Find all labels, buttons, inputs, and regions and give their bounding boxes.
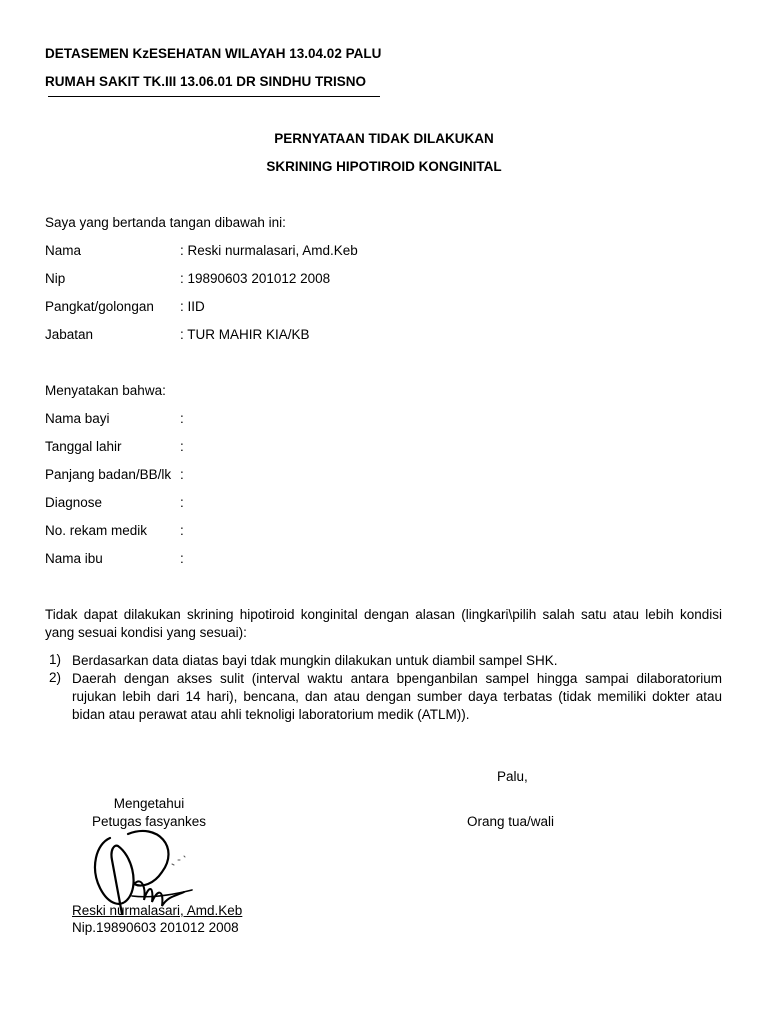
list-item-text: Berdasarkan data diatas bayi tdak mungkin dilakukan untuk diambil sampel SHK. (72, 653, 558, 668)
header-divider (48, 96, 380, 97)
field-value-nama-bayi: : (180, 411, 184, 426)
right-caption: Orang tua/wali (467, 814, 555, 829)
reason-paragraph: Tidak dapat dilakukan skrining hipotiroid konginital dengan alasan (lingkari\pilih salah satu atau lebih kondisi yang sesuai kondisi yang sesuai): (45, 607, 722, 640)
list-item-text: Daerah dengan akses sulit (interval waktu antara bpenganbilan sampel hingga sampai dilaboratorium rujukan lebih dari 14 hari), bencana, dan atau dengan sumber daya terbatas (tidak memiliki dokter atau bidan atau perawat atau ahli teknoligi laboratorium medik (ATLM)). (72, 671, 722, 722)
field-value-diagnose: : (180, 495, 184, 510)
field-label-nama: Nama (45, 243, 82, 258)
field-value-nama-ibu: : (180, 551, 184, 566)
statement-intro: Menyatakan bahwa: (45, 383, 166, 398)
field-label-diagnose: Diagnose (45, 495, 103, 510)
left-signer-name: Reski nurmalasari, Amd.Keb (72, 903, 243, 918)
field-value-nama: : Reski nurmalasari, Amd.Keb (180, 243, 358, 258)
place-text: Palu, (497, 769, 528, 784)
field-label-panjang-badan: Panjang badan/BB/lk (45, 467, 172, 482)
intro-text: Saya yang bertanda tangan dibawah ini: (45, 215, 286, 230)
header-line-2: RUMAH SAKIT TK.III 13.06.01 DR SINDHU TRISNO (45, 74, 367, 89)
list-item-number: 2) (49, 670, 62, 685)
field-value-jabatan: : TUR MAHIR KIA/KB (180, 327, 310, 342)
left-signer-nip: Nip.19890603 201012 2008 (72, 920, 239, 935)
left-caption-1: Mengetahui (113, 796, 185, 811)
document-title-line-1: PERNYATAAN TIDAK DILAKUKAN (274, 131, 494, 146)
field-label-nama-ibu: Nama ibu (45, 551, 103, 566)
field-value-pangkat: : IID (180, 299, 205, 314)
field-label-nip: Nip (45, 271, 66, 286)
field-value-tanggal-lahir: : (180, 439, 184, 454)
field-label-tanggal-lahir: Tanggal lahir (45, 439, 122, 454)
field-label-jabatan: Jabatan (45, 327, 94, 342)
field-label-nama-bayi: Nama bayi (45, 411, 110, 426)
field-value-panjang-badan: : (180, 467, 184, 482)
field-value-rekam-medik: : (180, 523, 184, 538)
left-caption-2: Petugas fasyankes (91, 814, 207, 829)
field-label-rekam-medik: No. rekam medik (45, 523, 148, 538)
document-title-line-2: SKRINING HIPOTIROID KONGINITAL (266, 159, 502, 174)
header-line-1: DETASEMEN KzESEHATAN WILAYAH 13.04.02 PALU (45, 46, 382, 61)
field-label-pangkat: Pangkat/golongan (45, 299, 154, 314)
field-value-nip: : 19890603 201012 2008 (180, 271, 331, 286)
list-item-number: 1) (49, 652, 62, 667)
